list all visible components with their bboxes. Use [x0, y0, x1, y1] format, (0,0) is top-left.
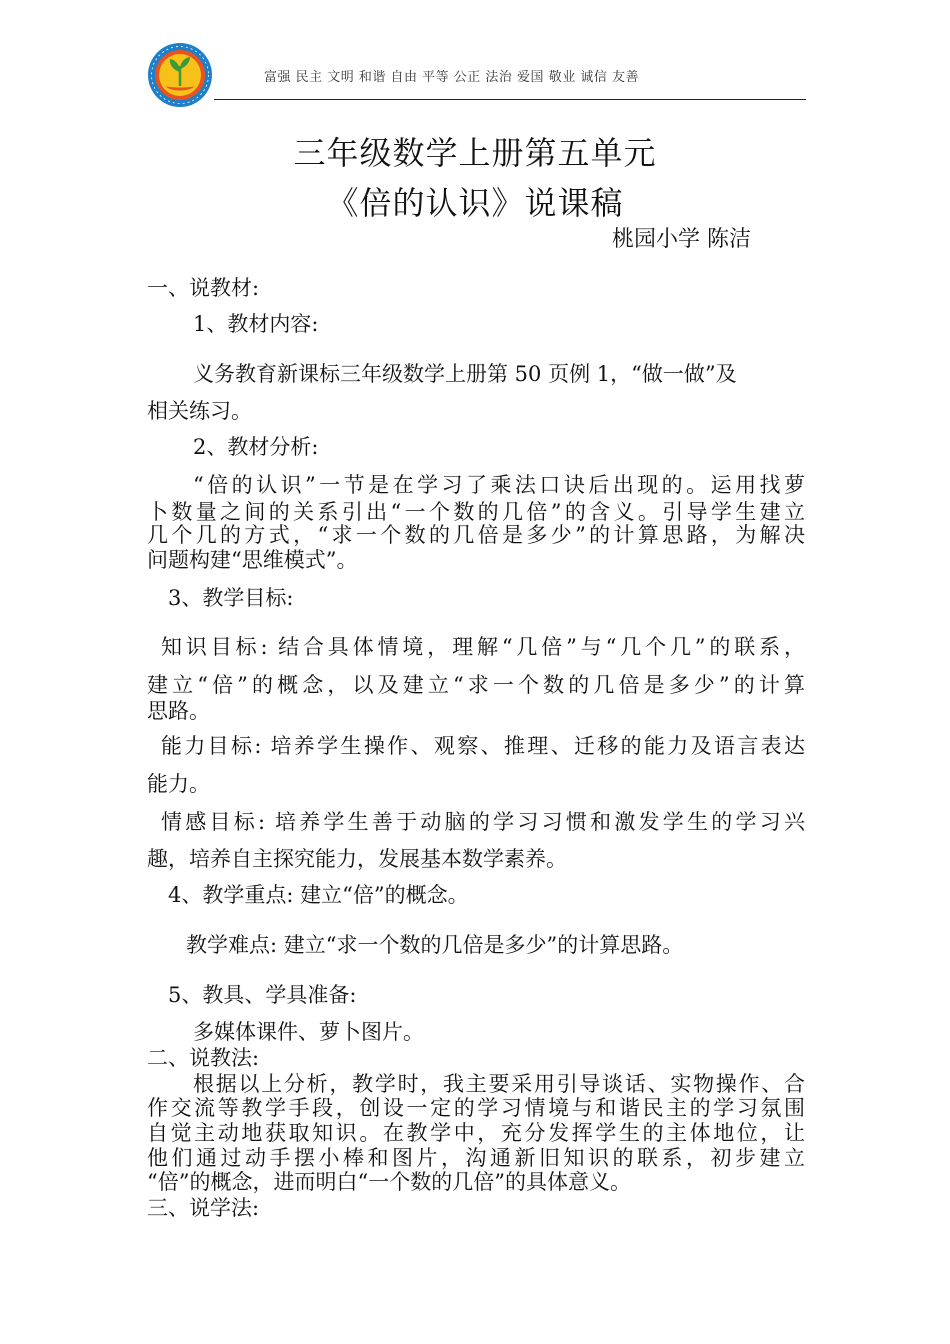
- section-heading-learning: 三、说学法:: [147, 1196, 260, 1220]
- subheading-analysis: 2、教材分析:: [193, 435, 319, 459]
- core-values-slogan: 富强 民主 文明 和谐 自由 平等 公正 法治 爱国 敬业 诚信 友善: [264, 70, 639, 85]
- paragraph-method-line: 根据以上分析，教学时，我主要采用引导谈话、实物操作、合: [193, 1072, 805, 1096]
- section-heading-method: 二、说教法:: [147, 1046, 260, 1070]
- goal-knowledge-line: 思路。: [147, 699, 210, 723]
- difficulty-line: 教学难点: 建立“求一个数的几倍是多少”的计算思路。: [186, 933, 684, 957]
- paragraph-method-line: “倍”的概念，进而明白“一个数的几倍”的具体意义。: [147, 1170, 631, 1194]
- goal-knowledge-line: 建立“倍”的概念，以及建立“求一个数的几倍是多少”的计算: [147, 673, 805, 697]
- tools-line: 多媒体课件、萝卜图片。: [193, 1020, 424, 1044]
- paragraph-content-line: 义务教育新课标三年级数学上册第 50 页例 1，“做一做”及: [193, 362, 737, 386]
- header-divider: [214, 99, 806, 100]
- paragraph-analysis-line: “倍的认识”一节是在学习了乘法口诀后出现的。运用找萝: [193, 473, 805, 497]
- school-logo-icon: [147, 42, 213, 108]
- document-title-line1: 三年级数学上册第五单元: [293, 134, 657, 172]
- paragraph-method-line: 他们通过动手摆小棒和图片，沟通新旧知识的联系，初步建立: [147, 1146, 805, 1170]
- paragraph-analysis-line: 卜数量之间的关系引出“一个数的几倍”的含义。引导学生建立: [147, 500, 805, 524]
- paragraph-content-line: 相关练习。: [147, 399, 252, 423]
- subheading-goals: 3、教学目标:: [168, 586, 294, 610]
- section-heading-textbook: 一、说教材:: [147, 276, 260, 300]
- paragraph-method-line: 作交流等教学手段，创设一定的学习情境与和谐民主的学习氛围: [147, 1096, 805, 1120]
- goal-emotion-line: 情感目标: 培养学生善于动脑的学习习惯和激发学生的学习兴: [161, 810, 805, 834]
- paragraph-analysis-line: 问题构建“思维模式”。: [147, 548, 358, 572]
- goal-ability-line: 能力。: [147, 772, 210, 796]
- paragraph-analysis-line: 几个几的方式，“求一个数的几倍是多少”的计算思路，为解决: [147, 523, 805, 547]
- subheading-content: 1、教材内容:: [193, 312, 319, 336]
- author-line: 桃园小学 陈洁: [612, 227, 751, 252]
- key-point-line: 4、教学重点: 建立“倍”的概念。: [168, 883, 469, 907]
- goal-emotion-line: 趣，培养自主探究能力，发展基本数学素养。: [147, 847, 567, 871]
- subheading-tools: 5、教具、学具准备:: [168, 983, 357, 1007]
- goal-knowledge-line: 知识目标: 结合具体情境，理解“几倍”与“几个几”的联系，: [161, 635, 805, 659]
- goal-ability-line: 能力目标: 培养学生操作、观察、推理、迁移的能力及语言表达: [161, 734, 805, 758]
- paragraph-method-line: 自觉主动地获取知识。在教学中，充分发挥学生的主体地位，让: [147, 1121, 805, 1145]
- document-title-line2: 《倍的认识》说课稿: [326, 184, 624, 222]
